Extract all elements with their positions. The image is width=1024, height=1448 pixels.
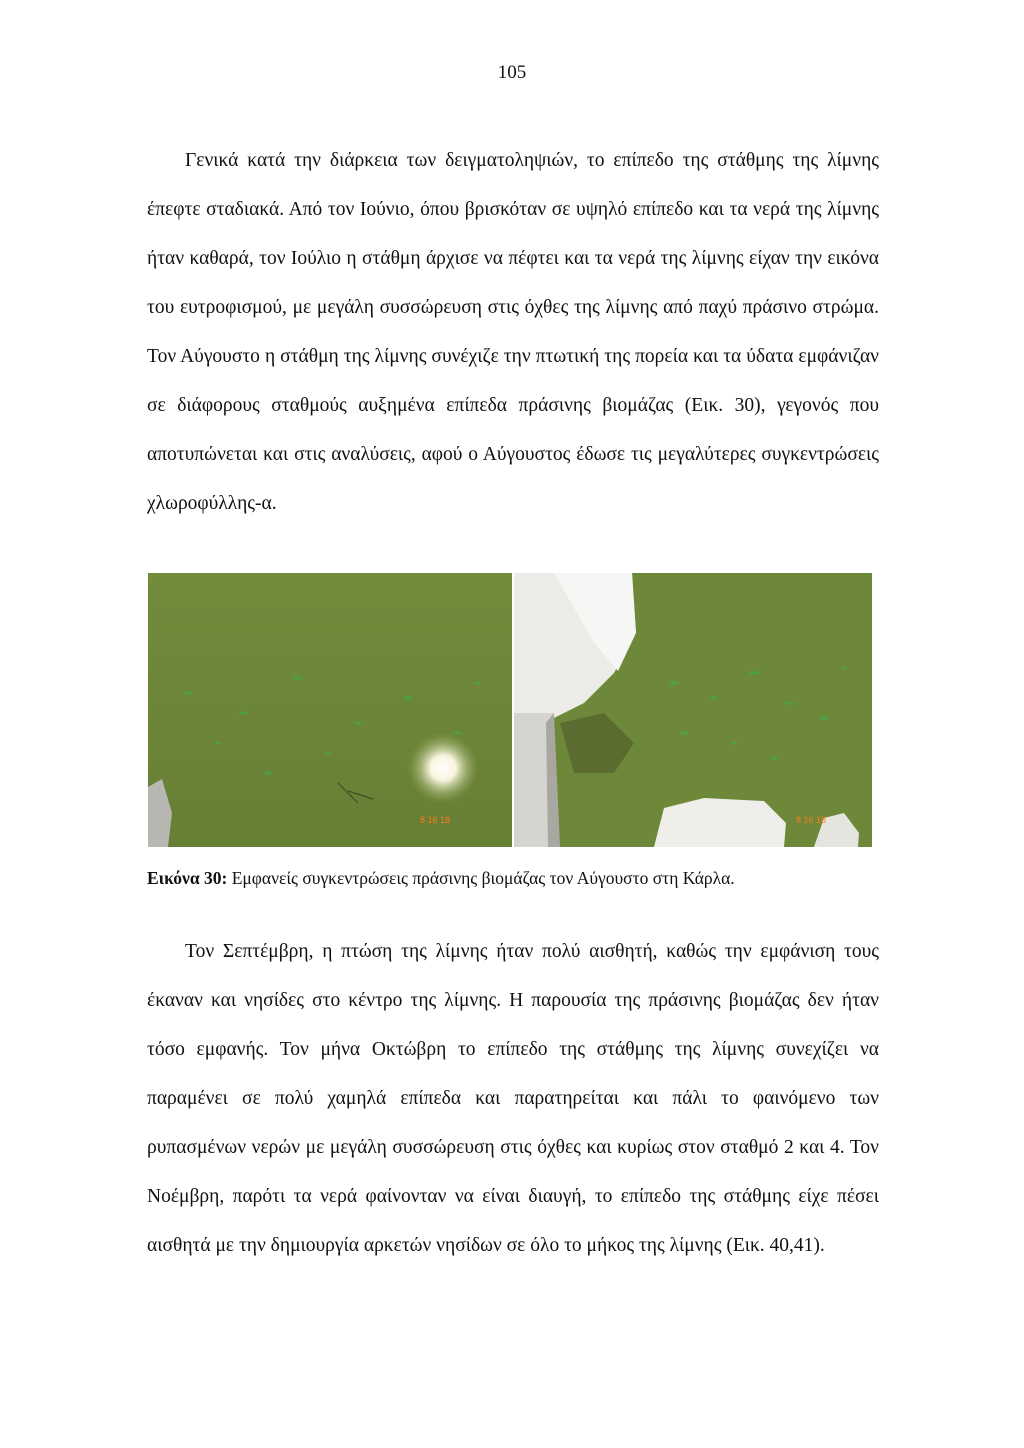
figure-30 [148,573,874,847]
photo-left-date-stamp: 8 16 18 [420,815,451,825]
photo-lake-shore-rocks [514,573,872,847]
paragraph-1: Γενικά κατά την διάρκεια των δειγματοληψιών, το επίπεδο της στάθμης της λίμνης έπεφτε σταδιακά. Από τον Ιούνιο, όπου βρισκόταν σε υψηλό επίπεδο και τα νερά της λίμνης ήταν καθαρά, τον Ιούλιο η στάθμη άρχισε να πέφτει και τα νερά της λίμνης είχαν την εικόνα του ευτροφισμού, με μεγάλη συσσώρευση στις όχθες της λίμνης από παχύ πράσινο στρώμα. Τον Αύγουστο η στάθμη της λίμνης συνέχιζε την πτωτική της πορεία και τα ύδατα εμφάνιζαν σε διάφορους σταθμούς αυξημένα επίπεδα πράσινης βιομάζας (Εικ. 30), γεγονός που αποτυπώνεται και στις αναλύσεις, αφού ο Αύγουστος έδωσε τις μεγαλύτερες συγκεντρώσεις χλωροφύλλης-α. [147,150,879,514]
page-number: 105 [497,62,527,83]
lake-water-photo-left-illustration [148,573,512,847]
photo-right-date-stamp: 8 16 18 [796,815,827,825]
figure-caption [147,868,879,889]
paragraph-2: Τον Σεπτέμβρη, η πτώση της λίμνης ήταν πολύ αισθητή, καθώς την εμφάνιση τους έκαναν και νησίδες στο κέντρο της λίμνης. Η παρουσία της πράσινης βιομάζας δεν ήταν τόσο εμφανής. Τον μήνα Οκτώβρη το επίπεδο της στάθμης της λίμνης συνεχίζει να παραμένει σε πολύ χαμηλά επίπεδα και παρατηρείται και πάλι το φαινόμενο των ρυπασμένων νερών με μεγάλη συσσώρευση στις όχθες και κυρίως στον σταθμό 2 και 4. Τον Νοέμβρη, παρότι τα νερά φαίνονταν να είναι διαυγή, το επίπεδο της στάθμης είχε πέσει αισθητά με την δημιουργία αρκετών νησίδων σε όλο το μήκος της λίμνης (Εικ. 40,41). [147,941,879,1256]
photo-lake-water-algae [148,573,512,847]
lake-shore-photo-right-illustration [514,573,872,847]
caption-text: Εμφανείς συγκεντρώσεις πράσινης βιομάζας τον Αύγουστο στη Κάρλα. [227,868,735,888]
caption-label: Εικόνα 30: [147,868,228,888]
